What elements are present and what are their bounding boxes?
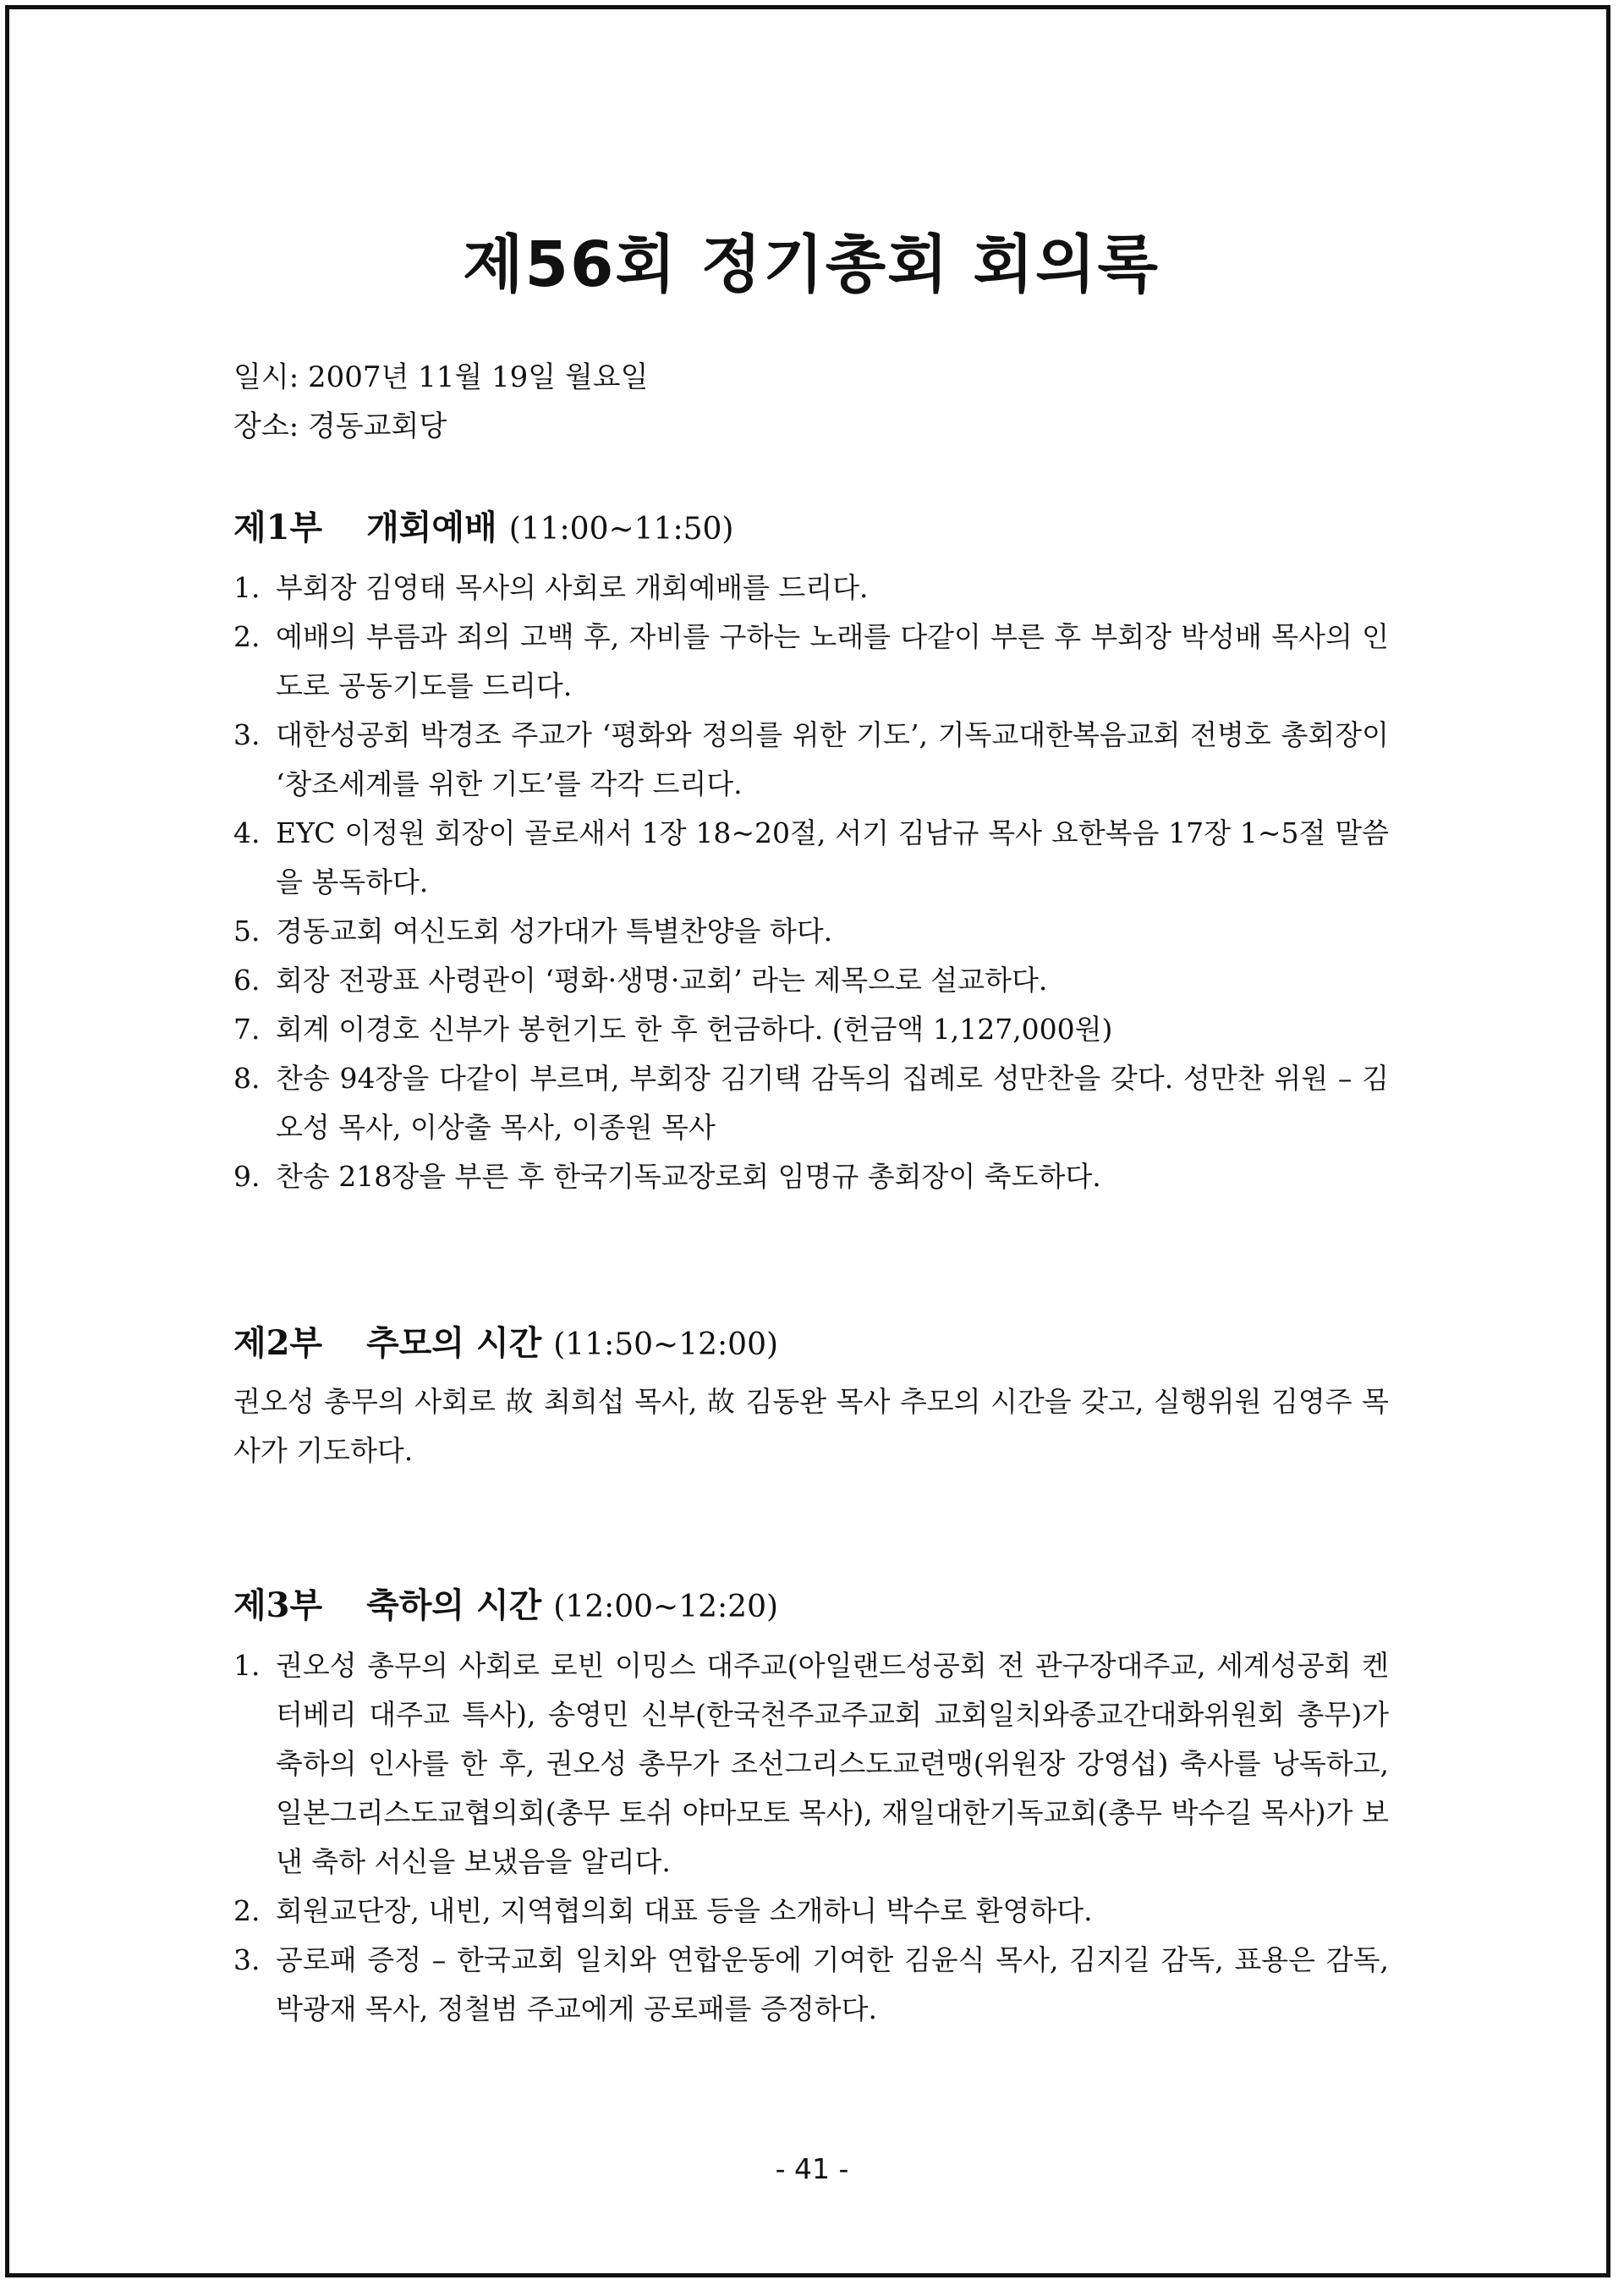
- item-number: 9.: [233, 1160, 261, 1193]
- item-number: 1.: [233, 571, 261, 604]
- item-number: 3.: [233, 1943, 261, 1976]
- meeting-date: 일시: 2007년 11월 19일 월요일: [233, 360, 649, 394]
- item-number: 8.: [233, 1062, 261, 1095]
- item-text: 공로패 증정 – 한국교회 일치와 연합운동에 기여한 김윤식 목사, 김지길 감독, 표용은 감독, 박광재 목사, 정철범 주교에게 공로패를 증정하다.: [276, 1943, 1389, 2025]
- item-text: 찬송 94장을 다같이 부르며, 부회장 김기택 감독의 집례로 성만찬을 갖다. 성만찬 위원 – 김오성 목사, 이상출 목사, 이종원 목사: [276, 1062, 1389, 1144]
- section-1-time: (11:00~11:50): [508, 512, 734, 547]
- list-item: [233, 563, 1389, 613]
- item-number: 7.: [233, 1013, 261, 1046]
- item-number: 6.: [233, 964, 261, 997]
- item-text: 회원교단장, 내빈, 지역협의회 대표 등을 소개하니 박수로 환영하다.: [276, 1894, 1093, 1927]
- list-item: [233, 711, 1389, 809]
- section-2-time: (11:50~12:00): [553, 1327, 779, 1362]
- list-item: [233, 809, 1389, 907]
- item-number: 2.: [233, 620, 261, 653]
- section-1-list: [233, 563, 1389, 1201]
- item-text: 경동교회 여신도회 성가대가 특별찬양을 하다.: [276, 915, 833, 948]
- page-number: - 41 -: [775, 2152, 849, 2185]
- item-text: 예배의 부름과 죄의 고백 후, 자비를 구하는 노래를 다같이 부른 후 부회장 박성배 목사의 인도로 공동기도를 드리다.: [276, 620, 1389, 702]
- item-number: 1.: [233, 1649, 261, 1682]
- list-item: [233, 1005, 1389, 1054]
- list-item: [233, 956, 1389, 1005]
- section-2-heading: [233, 1320, 778, 1369]
- item-text: 대한성공회 박경조 주교가 ‘평화와 정의를 위한 기도’, 기독교대한복음교회 전병호 총회장이 ‘창조세계를 위한 기도’를 각각 드리다.: [276, 718, 1389, 800]
- item-number: 5.: [233, 915, 261, 948]
- section-1-part: 제1부: [233, 508, 323, 547]
- section-3-heading: [233, 1582, 778, 1631]
- list-item: [233, 1641, 1389, 1887]
- item-number: 3.: [233, 718, 261, 751]
- list-item: [233, 907, 1389, 956]
- item-number: 4.: [233, 816, 261, 849]
- item-text: EYC 이정원 회장이 골로새서 1장 18~20절, 서기 김남규 목사 요한복음 17장 1~5절 말씀을 봉독하다.: [276, 816, 1389, 898]
- item-text: 회계 이경호 신부가 봉헌기도 한 후 헌금하다. (헌금액 1,127,000원): [276, 1013, 1113, 1046]
- section-3-name: 축하의 시간: [366, 1586, 542, 1625]
- section-2-name: 추모의 시간: [366, 1324, 542, 1363]
- list-item: [233, 1054, 1389, 1152]
- list-item: [233, 613, 1389, 711]
- section-1-name: 개회예배: [366, 508, 497, 547]
- section-2-text: 권오성 총무의 사회로 故 최희섭 목사, 故 김동완 목사 추모의 시간을 갖고, 실행위원 김영주 목사가 기도하다.: [233, 1385, 1389, 1467]
- list-item: [233, 1152, 1389, 1201]
- section-3-time: (12:00~12:20): [553, 1590, 779, 1624]
- meeting-place: 장소: 경동교회당: [233, 409, 447, 443]
- section-3-part: 제3부: [233, 1585, 323, 1625]
- item-number: 2.: [233, 1894, 261, 1927]
- item-text: 부회장 김영태 목사의 사회로 개회예배를 드리다.: [276, 571, 869, 604]
- item-text: 회장 전광표 사령관이 ‘평화·생명·교회’ 라는 제목으로 설교하다.: [276, 964, 1048, 997]
- document-title: 제56회 정기총회 회의록: [463, 228, 1160, 301]
- item-text: 권오성 총무의 사회로 로빈 이밍스 대주교(아일랜드성공회 전 관구장대주교, 세계성공회 켄터베리 대주교 특사), 송영민 신부(한국천주교주교회 교회일치와종교간대화위원회 총무)가 축하의 인사를 한 후, 권오성 총무가 조선그리스도교련맹(위원장 강영섭) 축사를 낭독하고, 일본그리스도교협의회(총무 토쉬 야마모토 목사), 재일대한기독교회(총무 박수길 목사)가 보낸 축하 서신을 보냈음을 알리다.: [276, 1649, 1389, 1878]
- list-item: [233, 1887, 1389, 1936]
- section-1-heading: [233, 504, 733, 553]
- section-3-list: [233, 1641, 1389, 2034]
- list-item: [233, 1936, 1389, 2034]
- section-2-part: 제2부: [233, 1323, 323, 1363]
- item-text: 찬송 218장을 부른 후 한국기독교장로회 임명규 총회장이 축도하다.: [276, 1160, 1101, 1193]
